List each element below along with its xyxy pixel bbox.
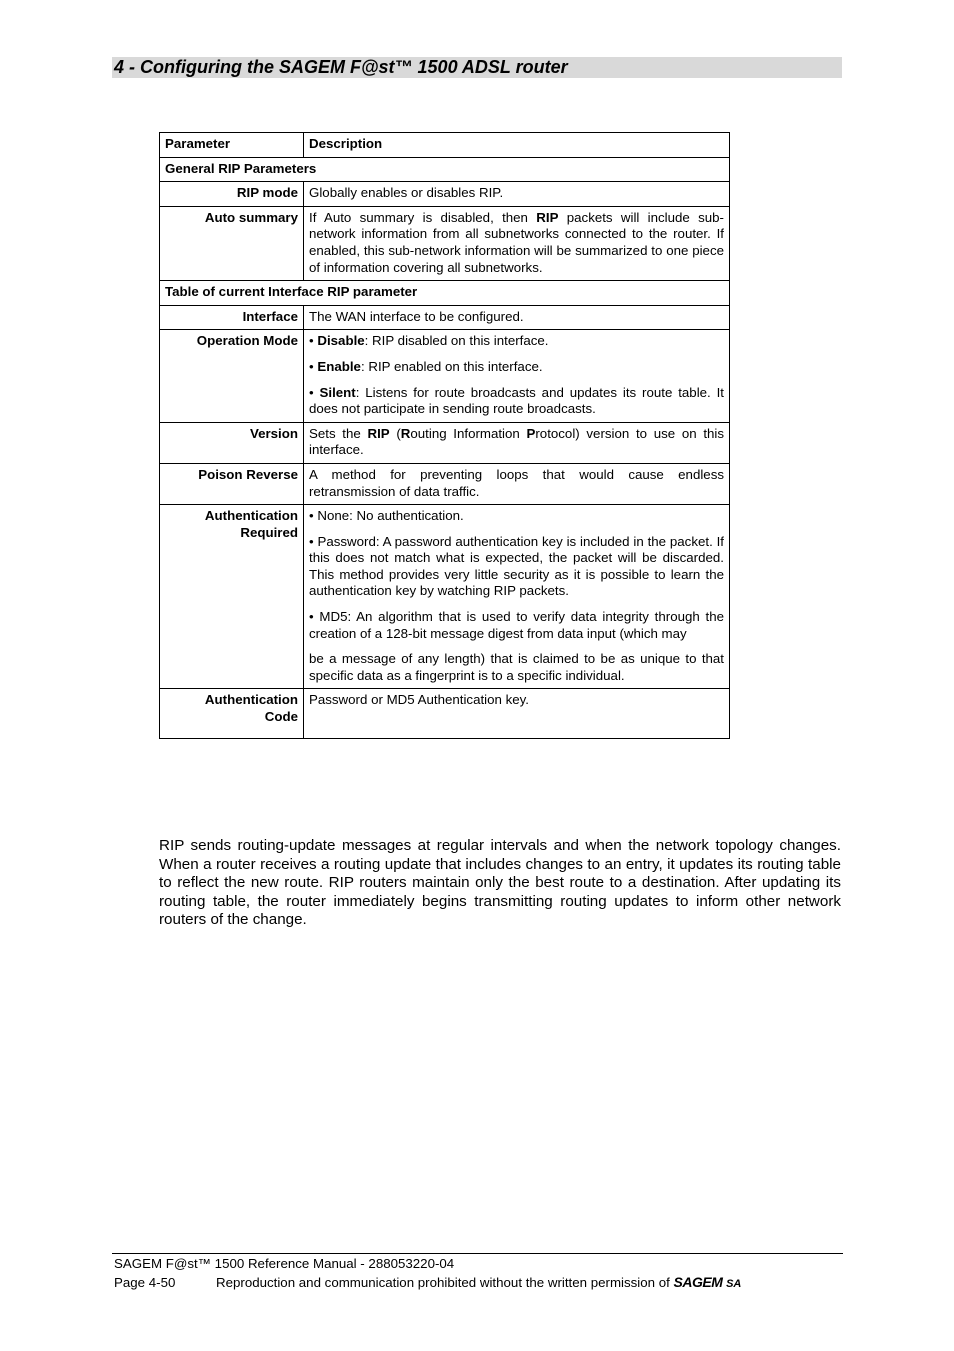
text-run: packets will include sub-network information from all subnetworks connected to the router. If enabled, this sub-network information will be summarized to one piece of information covering all subnetworks. (309, 209, 724, 275)
table-row (160, 422, 730, 463)
param-desc-rip-mode: Globally enables or disables RIP. (304, 182, 730, 207)
mode-enable: • Enable: RIP enabled on this interface. (309, 358, 543, 374)
param-name-version: Version (160, 422, 304, 463)
text-run: If Auto summary is disabled, then (309, 209, 537, 225)
text-run: rotocol) version to use on this interface. (309, 425, 725, 458)
auth-option-md5: • MD5: An algorithm that is used to verify data integrity through the creation of a 128-bit message digest from data input (which may (309, 609, 724, 641)
param-name-rip-mode: RIP mode (160, 182, 304, 207)
auth-option-md5-continued: be a message of any length) that is claimed to be as unique to that specific data as a fingerprint is to a specific individual. (309, 651, 724, 683)
text-run: ( (389, 425, 401, 441)
text-run: : Listens for route broadcasts and updates its route table. It does not participate in sending route broadcasts. (309, 384, 724, 417)
param-name-operation-mode: Operation Mode (160, 330, 304, 422)
bold-term: Disable (317, 333, 365, 349)
bold-term: RIP (536, 209, 559, 225)
footer-divider (112, 1253, 843, 1254)
param-name-authentication-code (160, 689, 304, 739)
text-run: : RIP enabled on this interface. (360, 358, 543, 374)
param-desc-poison-reverse: A method for preventing loops that would cause endless retransmission of data traffic. (304, 463, 730, 504)
table-row (160, 330, 730, 422)
mode-silent: • Silent: Listens for route broadcasts and updates its route table. It does not participate in sending route broadcasts. (309, 384, 724, 417)
section-title-general: General RIP Parameters (160, 157, 730, 182)
section-title-interface: Table of current Interface RIP parameter (160, 281, 730, 306)
param-name-interface: Interface (160, 305, 304, 330)
param-name-auto-summary: Auto summary (160, 206, 304, 280)
page-number: Page 4-50 (114, 1275, 176, 1290)
table-row (160, 206, 730, 280)
text-run: Code (264, 709, 298, 725)
column-header-description: Description (304, 133, 730, 158)
param-desc-authentication-required (304, 505, 730, 689)
param-desc-auto-summary (304, 206, 730, 280)
table-row (160, 463, 730, 504)
text-run: Authentication (204, 692, 298, 708)
bold-term: Silent (319, 384, 356, 400)
table-row (160, 505, 730, 689)
param-desc-operation-mode (304, 330, 730, 422)
param-name-authentication-required (160, 505, 304, 689)
chapter-header-bar (112, 57, 842, 78)
text-run: Required (240, 524, 298, 540)
bold-term: Enable (317, 358, 361, 374)
rip-parameters-table (159, 132, 730, 739)
bold-term: R (400, 425, 411, 441)
param-desc-interface: The WAN interface to be configured. (304, 305, 730, 330)
footer-notice-line (114, 1274, 741, 1292)
text-run: : RIP disabled on this interface. (364, 333, 549, 349)
bold-term: P (526, 425, 536, 441)
text-run: Authentication (204, 508, 298, 524)
text-run: outing Information (410, 425, 527, 441)
table-row (160, 305, 730, 330)
footer-manual-title: SAGEM F@st™ 1500 Reference Manual - 288053220-04 (114, 1256, 455, 1271)
column-header-parameter: Parameter (160, 133, 304, 158)
section-row-interface (160, 281, 730, 306)
table-row (160, 182, 730, 207)
param-desc-version (304, 422, 730, 463)
chapter-title: 4 - Configuring the SAGEM F@st™ 1500 ADSL router (114, 57, 568, 77)
auth-option-none: • None: No authentication. (309, 508, 464, 524)
param-desc-authentication-code: Password or MD5 Authentication key. (304, 689, 730, 739)
mode-disable: • Disable: RIP disabled on this interface. (309, 333, 549, 349)
body-paragraph: RIP sends routing-update messages at regular intervals and when the network topology changes. When a router receives a routing update that includes changes to an entry, it updates its routing table to reflect the new route. RIP routers maintain only the best route to a destination. After updating its routing table, the router immediately begins transmitting routing updates to inform other network routers of the change. (159, 837, 841, 928)
text-run: Sets the (309, 425, 368, 441)
sagem-logo-suffix: SA (726, 1278, 742, 1290)
sagem-logo: SAGEM (673, 1274, 723, 1290)
section-row-general (160, 157, 730, 182)
table-header-row (160, 133, 730, 158)
auth-option-password: • Password: A password authentication key is included in the packet. If this does not match what is expected, the packet will be discarded. This method provides very little security as it is possible to learn the authentication key by watching RIP packets. (309, 533, 724, 599)
param-name-poison-reverse: Poison Reverse (160, 463, 304, 504)
copyright-notice: Reproduction and communication prohibited without the written permission of (216, 1275, 670, 1290)
table-row (160, 689, 730, 739)
bold-term: RIP (367, 425, 390, 441)
